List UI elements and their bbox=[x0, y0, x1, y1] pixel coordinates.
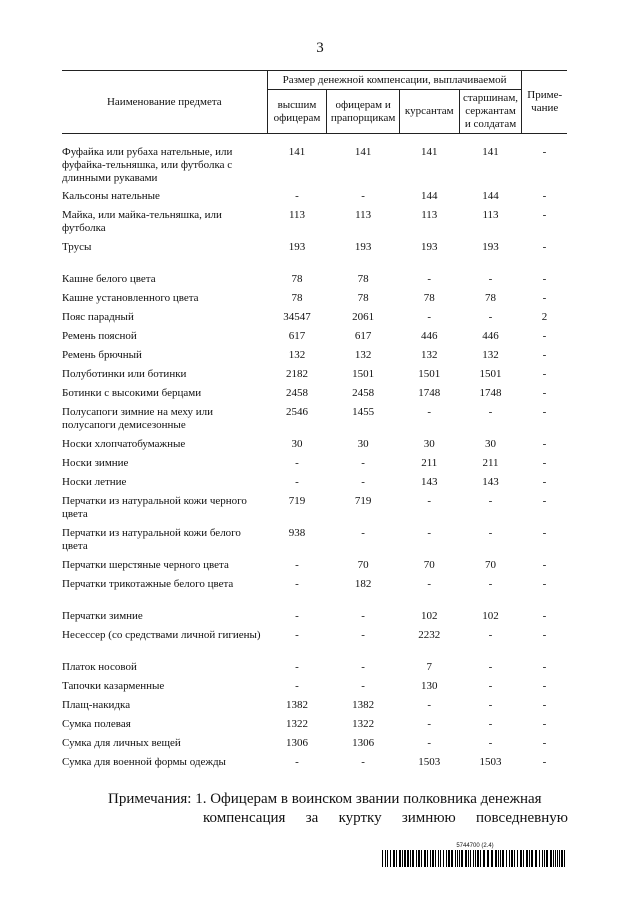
note-cell: - bbox=[542, 146, 547, 158]
barcode-bar bbox=[399, 850, 401, 867]
barcode-bar bbox=[535, 850, 537, 867]
table-row bbox=[62, 476, 567, 495]
value-cell: - bbox=[295, 680, 299, 692]
item-name-cell: Пояс парадный bbox=[62, 311, 134, 323]
note-cell: - bbox=[542, 718, 547, 730]
value-cell: 211 bbox=[421, 457, 438, 469]
note-cell: - bbox=[542, 680, 547, 692]
table-row bbox=[62, 146, 567, 190]
barcode-bar bbox=[502, 850, 504, 867]
table-row bbox=[62, 495, 567, 527]
barcode-bar bbox=[461, 850, 463, 867]
item-name-cell: Платок носовой bbox=[62, 661, 137, 673]
value-cell: 30 bbox=[357, 438, 369, 450]
barcode-bar bbox=[506, 850, 507, 867]
value-cell: - bbox=[295, 756, 299, 768]
barcode-bar bbox=[520, 850, 522, 867]
value-cell: 193 bbox=[288, 241, 306, 253]
value-cell: - bbox=[361, 476, 365, 488]
value-cell: 78 bbox=[485, 292, 497, 304]
table-row bbox=[62, 699, 567, 718]
value-cell: 141 bbox=[482, 146, 499, 158]
value-cell: - bbox=[361, 756, 365, 768]
value-cell: 34547 bbox=[283, 311, 311, 323]
value-cell: 113 bbox=[355, 209, 372, 221]
value-cell: 2232 bbox=[418, 629, 441, 641]
barcode-bar bbox=[559, 850, 560, 867]
barcode-bar bbox=[412, 850, 414, 867]
header-compensation-group: Размер денежной компенсации, выплачиваемой bbox=[267, 71, 522, 90]
value-cell: - bbox=[295, 578, 299, 590]
note-cell: - bbox=[542, 330, 547, 342]
note-cell: - bbox=[542, 406, 547, 418]
header-col-cadets: курсантам bbox=[399, 90, 459, 134]
note-cell: - bbox=[542, 629, 547, 641]
value-cell: 617 bbox=[288, 330, 306, 342]
barcode-bar bbox=[529, 850, 530, 867]
table-row bbox=[62, 292, 567, 311]
barcode-bar bbox=[438, 850, 439, 867]
value-cell: - bbox=[361, 610, 365, 622]
note-cell: - bbox=[542, 661, 547, 673]
table-row bbox=[62, 387, 567, 406]
barcode-bar bbox=[475, 850, 476, 867]
barcode-bar bbox=[393, 850, 395, 867]
notes-line-2 bbox=[108, 809, 568, 828]
barcode-bar bbox=[407, 850, 409, 867]
table-row bbox=[62, 737, 567, 756]
note-cell: - bbox=[542, 241, 547, 253]
barcode-bar bbox=[457, 850, 458, 867]
barcode-bar bbox=[495, 850, 497, 867]
value-cell: - bbox=[488, 680, 493, 692]
note-cell: - bbox=[542, 495, 547, 507]
value-cell: 193 bbox=[482, 241, 499, 253]
table-body bbox=[62, 134, 567, 776]
value-cell: 78 bbox=[291, 292, 303, 304]
value-cell: 70 bbox=[423, 559, 435, 571]
page-number: 3 bbox=[316, 40, 324, 56]
item-name-cell: Несессер (со средствами личной гигиены) bbox=[62, 629, 261, 641]
value-cell: 1382 bbox=[352, 699, 375, 711]
table-row bbox=[62, 241, 567, 273]
value-cell: 132 bbox=[482, 349, 499, 361]
value-cell: 7 bbox=[426, 661, 433, 673]
value-cell: 30 bbox=[291, 438, 303, 450]
value-cell: 78 bbox=[357, 292, 369, 304]
note-cell: - bbox=[542, 699, 547, 711]
value-cell: - bbox=[427, 273, 432, 285]
note-cell: - bbox=[542, 737, 547, 749]
item-name-cell: Перчатки шерстяные черного цвета bbox=[62, 559, 229, 571]
barcode-bar bbox=[382, 850, 383, 867]
value-cell: 143 bbox=[482, 476, 499, 488]
note-cell: - bbox=[542, 292, 547, 304]
table-row bbox=[62, 629, 567, 661]
value-cell: 1306 bbox=[352, 737, 375, 749]
value-cell: 617 bbox=[354, 330, 372, 342]
item-name-cell: Ремень брючный bbox=[62, 349, 142, 361]
barcode-bar bbox=[416, 850, 417, 867]
value-cell: 1501 bbox=[352, 368, 375, 380]
table-row bbox=[62, 756, 567, 775]
item-name-cell: Сумка для военной формы одежды bbox=[62, 756, 226, 768]
notes-word: повседневную bbox=[476, 810, 568, 826]
value-cell: - bbox=[488, 495, 493, 507]
barcode-bar bbox=[498, 850, 499, 867]
value-cell: - bbox=[361, 661, 365, 673]
compensation-table bbox=[62, 70, 567, 775]
value-cell: 1322 bbox=[285, 718, 308, 730]
notes-word: за bbox=[305, 810, 319, 826]
barcode-bar bbox=[451, 850, 453, 867]
barcode-bar bbox=[427, 850, 428, 867]
barcode-bar bbox=[477, 850, 479, 867]
value-cell: - bbox=[488, 311, 493, 323]
barcode-bar bbox=[443, 850, 444, 867]
note-cell: - bbox=[542, 476, 547, 488]
value-cell: 2458 bbox=[285, 387, 308, 399]
value-cell: 446 bbox=[482, 330, 499, 342]
item-name-cell: Трусы bbox=[62, 241, 92, 253]
value-cell: - bbox=[295, 661, 299, 673]
barcode-bar bbox=[473, 850, 474, 867]
value-cell: - bbox=[427, 406, 432, 418]
note-cell: - bbox=[542, 527, 547, 539]
table-row bbox=[62, 349, 567, 368]
barcode-bar bbox=[555, 850, 556, 867]
item-name-cell: Сумка полевая bbox=[62, 718, 131, 730]
value-cell: - bbox=[488, 661, 493, 673]
notes-word: компенсация bbox=[203, 810, 286, 826]
value-cell: - bbox=[295, 190, 299, 202]
value-cell: - bbox=[488, 578, 493, 590]
notes-label: Примечания: bbox=[108, 791, 192, 807]
item-name-cell: Кашне установленного цвета bbox=[62, 292, 199, 304]
barcode-bar bbox=[500, 850, 501, 867]
value-cell: - bbox=[427, 527, 432, 539]
notes-line-1 bbox=[108, 790, 568, 809]
item-name-cell: Кальсоны нательные bbox=[62, 190, 160, 202]
item-name-cell: Перчатки трикотажные белого цвета bbox=[62, 578, 234, 590]
value-cell: - bbox=[361, 680, 365, 692]
value-cell: 2546 bbox=[285, 406, 308, 418]
barcode-bar bbox=[526, 850, 528, 867]
value-cell: 70 bbox=[485, 559, 497, 571]
item-name-cell: Носки зимние bbox=[62, 457, 129, 469]
item-name-cell: Носки летние bbox=[62, 476, 127, 488]
value-cell: 1455 bbox=[352, 406, 375, 418]
barcode-bar bbox=[480, 850, 481, 867]
value-cell: - bbox=[488, 718, 493, 730]
table-row bbox=[62, 661, 567, 680]
value-cell: 446 bbox=[421, 330, 438, 342]
value-cell: 1501 bbox=[418, 368, 441, 380]
table-row bbox=[62, 438, 567, 457]
header-col-officers-warrant: офицерам и прапорщикам bbox=[327, 90, 400, 134]
value-cell: 141 bbox=[421, 146, 438, 158]
value-cell: 1382 bbox=[285, 699, 308, 711]
item-name-cell: Полусапоги зимние на меху или полусапоги демисезонные bbox=[62, 406, 213, 431]
barcode-bar bbox=[435, 850, 436, 867]
table-row bbox=[62, 209, 567, 241]
barcode-bar bbox=[396, 850, 397, 867]
value-cell: 113 bbox=[421, 209, 438, 221]
table-row bbox=[62, 457, 567, 476]
notes-word: зимнюю bbox=[401, 810, 456, 826]
table-row bbox=[62, 406, 567, 438]
table-row bbox=[62, 311, 567, 330]
barcode-image bbox=[382, 850, 568, 867]
barcode-bar bbox=[564, 850, 565, 867]
value-cell: 143 bbox=[421, 476, 438, 488]
value-cell: 70 bbox=[357, 559, 369, 571]
barcode-bar bbox=[459, 850, 460, 867]
barcode-bar bbox=[432, 850, 434, 867]
value-cell: 1503 bbox=[479, 756, 502, 768]
barcode-bar bbox=[424, 850, 426, 867]
table-row bbox=[62, 273, 567, 292]
item-name-cell: Перчатки зимние bbox=[62, 610, 143, 622]
item-name-cell: Полуботинки или ботинки bbox=[62, 368, 187, 380]
barcode-bar bbox=[468, 850, 469, 867]
barcode-bar bbox=[550, 850, 552, 867]
value-cell: - bbox=[361, 629, 365, 641]
value-cell: - bbox=[361, 527, 365, 539]
value-cell: 1748 bbox=[418, 387, 441, 399]
item-name-cell: Сумка для личных вещей bbox=[62, 737, 181, 749]
barcode-bar bbox=[553, 850, 554, 867]
table-row bbox=[62, 330, 567, 349]
barcode-bar bbox=[539, 850, 540, 867]
value-cell: 132 bbox=[354, 349, 372, 361]
value-cell: - bbox=[295, 476, 299, 488]
value-cell: 2182 bbox=[285, 368, 308, 380]
value-cell: 141 bbox=[288, 146, 306, 158]
value-cell: - bbox=[361, 457, 365, 469]
value-cell: 132 bbox=[421, 349, 438, 361]
barcode-bar bbox=[546, 850, 548, 867]
barcode-bar bbox=[402, 850, 403, 867]
barcode-bar bbox=[542, 850, 543, 867]
value-cell: 78 bbox=[423, 292, 435, 304]
barcode-bar bbox=[404, 850, 406, 867]
value-cell: - bbox=[427, 495, 432, 507]
value-cell: - bbox=[488, 737, 493, 749]
value-cell: 719 bbox=[288, 495, 306, 507]
barcode-bar bbox=[387, 850, 388, 867]
note-cell: - bbox=[542, 368, 547, 380]
value-cell: - bbox=[361, 190, 365, 202]
barcode-bar bbox=[483, 850, 485, 867]
notes-text-1: 1. Офицерам в воинском звании полковника денежная bbox=[195, 791, 542, 807]
header-col-sergeants-soldiers: старшинам, сержантам и солдатам bbox=[459, 90, 522, 134]
value-cell: - bbox=[295, 629, 299, 641]
barcode-bar bbox=[385, 850, 386, 867]
value-cell: - bbox=[488, 527, 493, 539]
value-cell: 1503 bbox=[418, 756, 441, 768]
note-cell: - bbox=[542, 209, 547, 221]
table-header bbox=[62, 71, 567, 134]
value-cell: 1322 bbox=[352, 718, 375, 730]
barcode-bar bbox=[517, 850, 518, 867]
note-cell: - bbox=[542, 349, 547, 361]
value-cell: 144 bbox=[421, 190, 438, 202]
barcode-bar bbox=[514, 850, 515, 867]
value-cell: 938 bbox=[288, 527, 306, 539]
note-cell: - bbox=[542, 273, 547, 285]
value-cell: 132 bbox=[288, 349, 306, 361]
item-name-cell: Кашне белого цвета bbox=[62, 273, 156, 285]
value-cell: 2458 bbox=[352, 387, 375, 399]
value-cell: 144 bbox=[482, 190, 499, 202]
header-col-senior-officers: высшим офицерам bbox=[267, 90, 327, 134]
barcode-code: 5744700 (2.4) bbox=[456, 843, 494, 849]
value-cell: - bbox=[427, 699, 432, 711]
table-row bbox=[62, 527, 567, 559]
barcode-bar bbox=[487, 850, 489, 867]
header-note: Приме-чание bbox=[522, 71, 567, 134]
value-cell: 719 bbox=[354, 495, 372, 507]
note-cell: - bbox=[542, 190, 547, 202]
value-cell: - bbox=[427, 718, 432, 730]
table-row bbox=[62, 610, 567, 629]
value-cell: 130 bbox=[421, 680, 438, 692]
value-cell: 182 bbox=[354, 578, 372, 590]
value-cell: 102 bbox=[421, 610, 438, 622]
item-name-cell: Ботинки с высокими берцами bbox=[62, 387, 202, 399]
barcode-bar bbox=[390, 850, 391, 867]
item-name-cell: Тапочки казарменные bbox=[62, 680, 165, 692]
value-cell: 30 bbox=[485, 438, 497, 450]
value-cell: - bbox=[488, 629, 493, 641]
value-cell: 102 bbox=[482, 610, 499, 622]
value-cell: 30 bbox=[423, 438, 435, 450]
table-row bbox=[62, 368, 567, 387]
barcode-block bbox=[382, 843, 568, 867]
table-row bbox=[62, 559, 567, 578]
barcode-bar bbox=[465, 850, 467, 867]
value-cell: - bbox=[488, 699, 493, 711]
note-cell: - bbox=[542, 559, 547, 571]
table-row bbox=[62, 718, 567, 737]
value-cell: 1748 bbox=[479, 387, 502, 399]
barcode-bar bbox=[561, 850, 563, 867]
notes-word: куртку bbox=[338, 810, 382, 826]
barcode-bar bbox=[557, 850, 558, 867]
barcode-bar bbox=[544, 850, 545, 867]
value-cell: 141 bbox=[354, 146, 372, 158]
item-name-cell: Носки хлопчатобумажные bbox=[62, 438, 186, 450]
value-cell: - bbox=[427, 311, 432, 323]
barcode-bar bbox=[448, 850, 450, 867]
barcode-bar bbox=[509, 850, 510, 867]
item-name-cell: Ремень поясной bbox=[62, 330, 137, 342]
barcode-bar bbox=[418, 850, 420, 867]
value-cell: 193 bbox=[354, 241, 372, 253]
note-cell: - bbox=[542, 387, 547, 399]
barcode-bar bbox=[421, 850, 422, 867]
value-cell: 1306 bbox=[285, 737, 308, 749]
barcode-bar bbox=[410, 850, 411, 867]
barcode-bar bbox=[470, 850, 471, 867]
value-cell: 211 bbox=[482, 457, 499, 469]
barcode-bar bbox=[523, 850, 524, 867]
item-name-cell: Майка, или майка-тельняшка, или футболка bbox=[62, 209, 222, 234]
value-cell: - bbox=[295, 610, 299, 622]
barcode-bar bbox=[455, 850, 456, 867]
item-name-cell: Перчатки из натуральной кожи черного цвета bbox=[62, 495, 247, 520]
value-cell: 193 bbox=[421, 241, 438, 253]
value-cell: 78 bbox=[291, 273, 303, 285]
notes-block bbox=[108, 790, 568, 828]
value-cell: - bbox=[427, 737, 432, 749]
barcode-bar bbox=[531, 850, 533, 867]
value-cell: 113 bbox=[288, 209, 306, 221]
item-name-cell: Перчатки из натуральной кожи белого цвета bbox=[62, 527, 241, 552]
table-row bbox=[62, 578, 567, 610]
value-cell: - bbox=[295, 457, 299, 469]
value-cell: - bbox=[427, 578, 432, 590]
value-cell: - bbox=[295, 559, 299, 571]
value-cell: 1501 bbox=[479, 368, 502, 380]
item-name-cell: Плащ-накидка bbox=[62, 699, 131, 711]
barcode-bar bbox=[430, 850, 431, 867]
item-name-cell: Фуфайка или рубаха нательные, или фуфайка-тельняшка, или футболка с длинными рукавами bbox=[62, 146, 233, 184]
value-cell: 113 bbox=[482, 209, 499, 221]
barcode-bar bbox=[491, 850, 493, 867]
header-item-name: Наименование предмета bbox=[62, 71, 267, 134]
barcode-bar bbox=[511, 850, 513, 867]
note-cell: - bbox=[542, 756, 547, 768]
note-cell: - bbox=[542, 578, 547, 590]
table-row bbox=[62, 190, 567, 209]
value-cell: - bbox=[488, 273, 493, 285]
value-cell: 78 bbox=[357, 273, 369, 285]
table-row bbox=[62, 680, 567, 699]
value-cell: 2061 bbox=[352, 311, 375, 323]
note-cell: - bbox=[542, 438, 547, 450]
barcode-bar bbox=[440, 850, 441, 867]
note-cell: 2 bbox=[541, 311, 548, 323]
note-cell: - bbox=[542, 457, 547, 469]
barcode-bar bbox=[446, 850, 447, 867]
value-cell: - bbox=[488, 406, 493, 418]
note-cell: - bbox=[542, 610, 547, 622]
